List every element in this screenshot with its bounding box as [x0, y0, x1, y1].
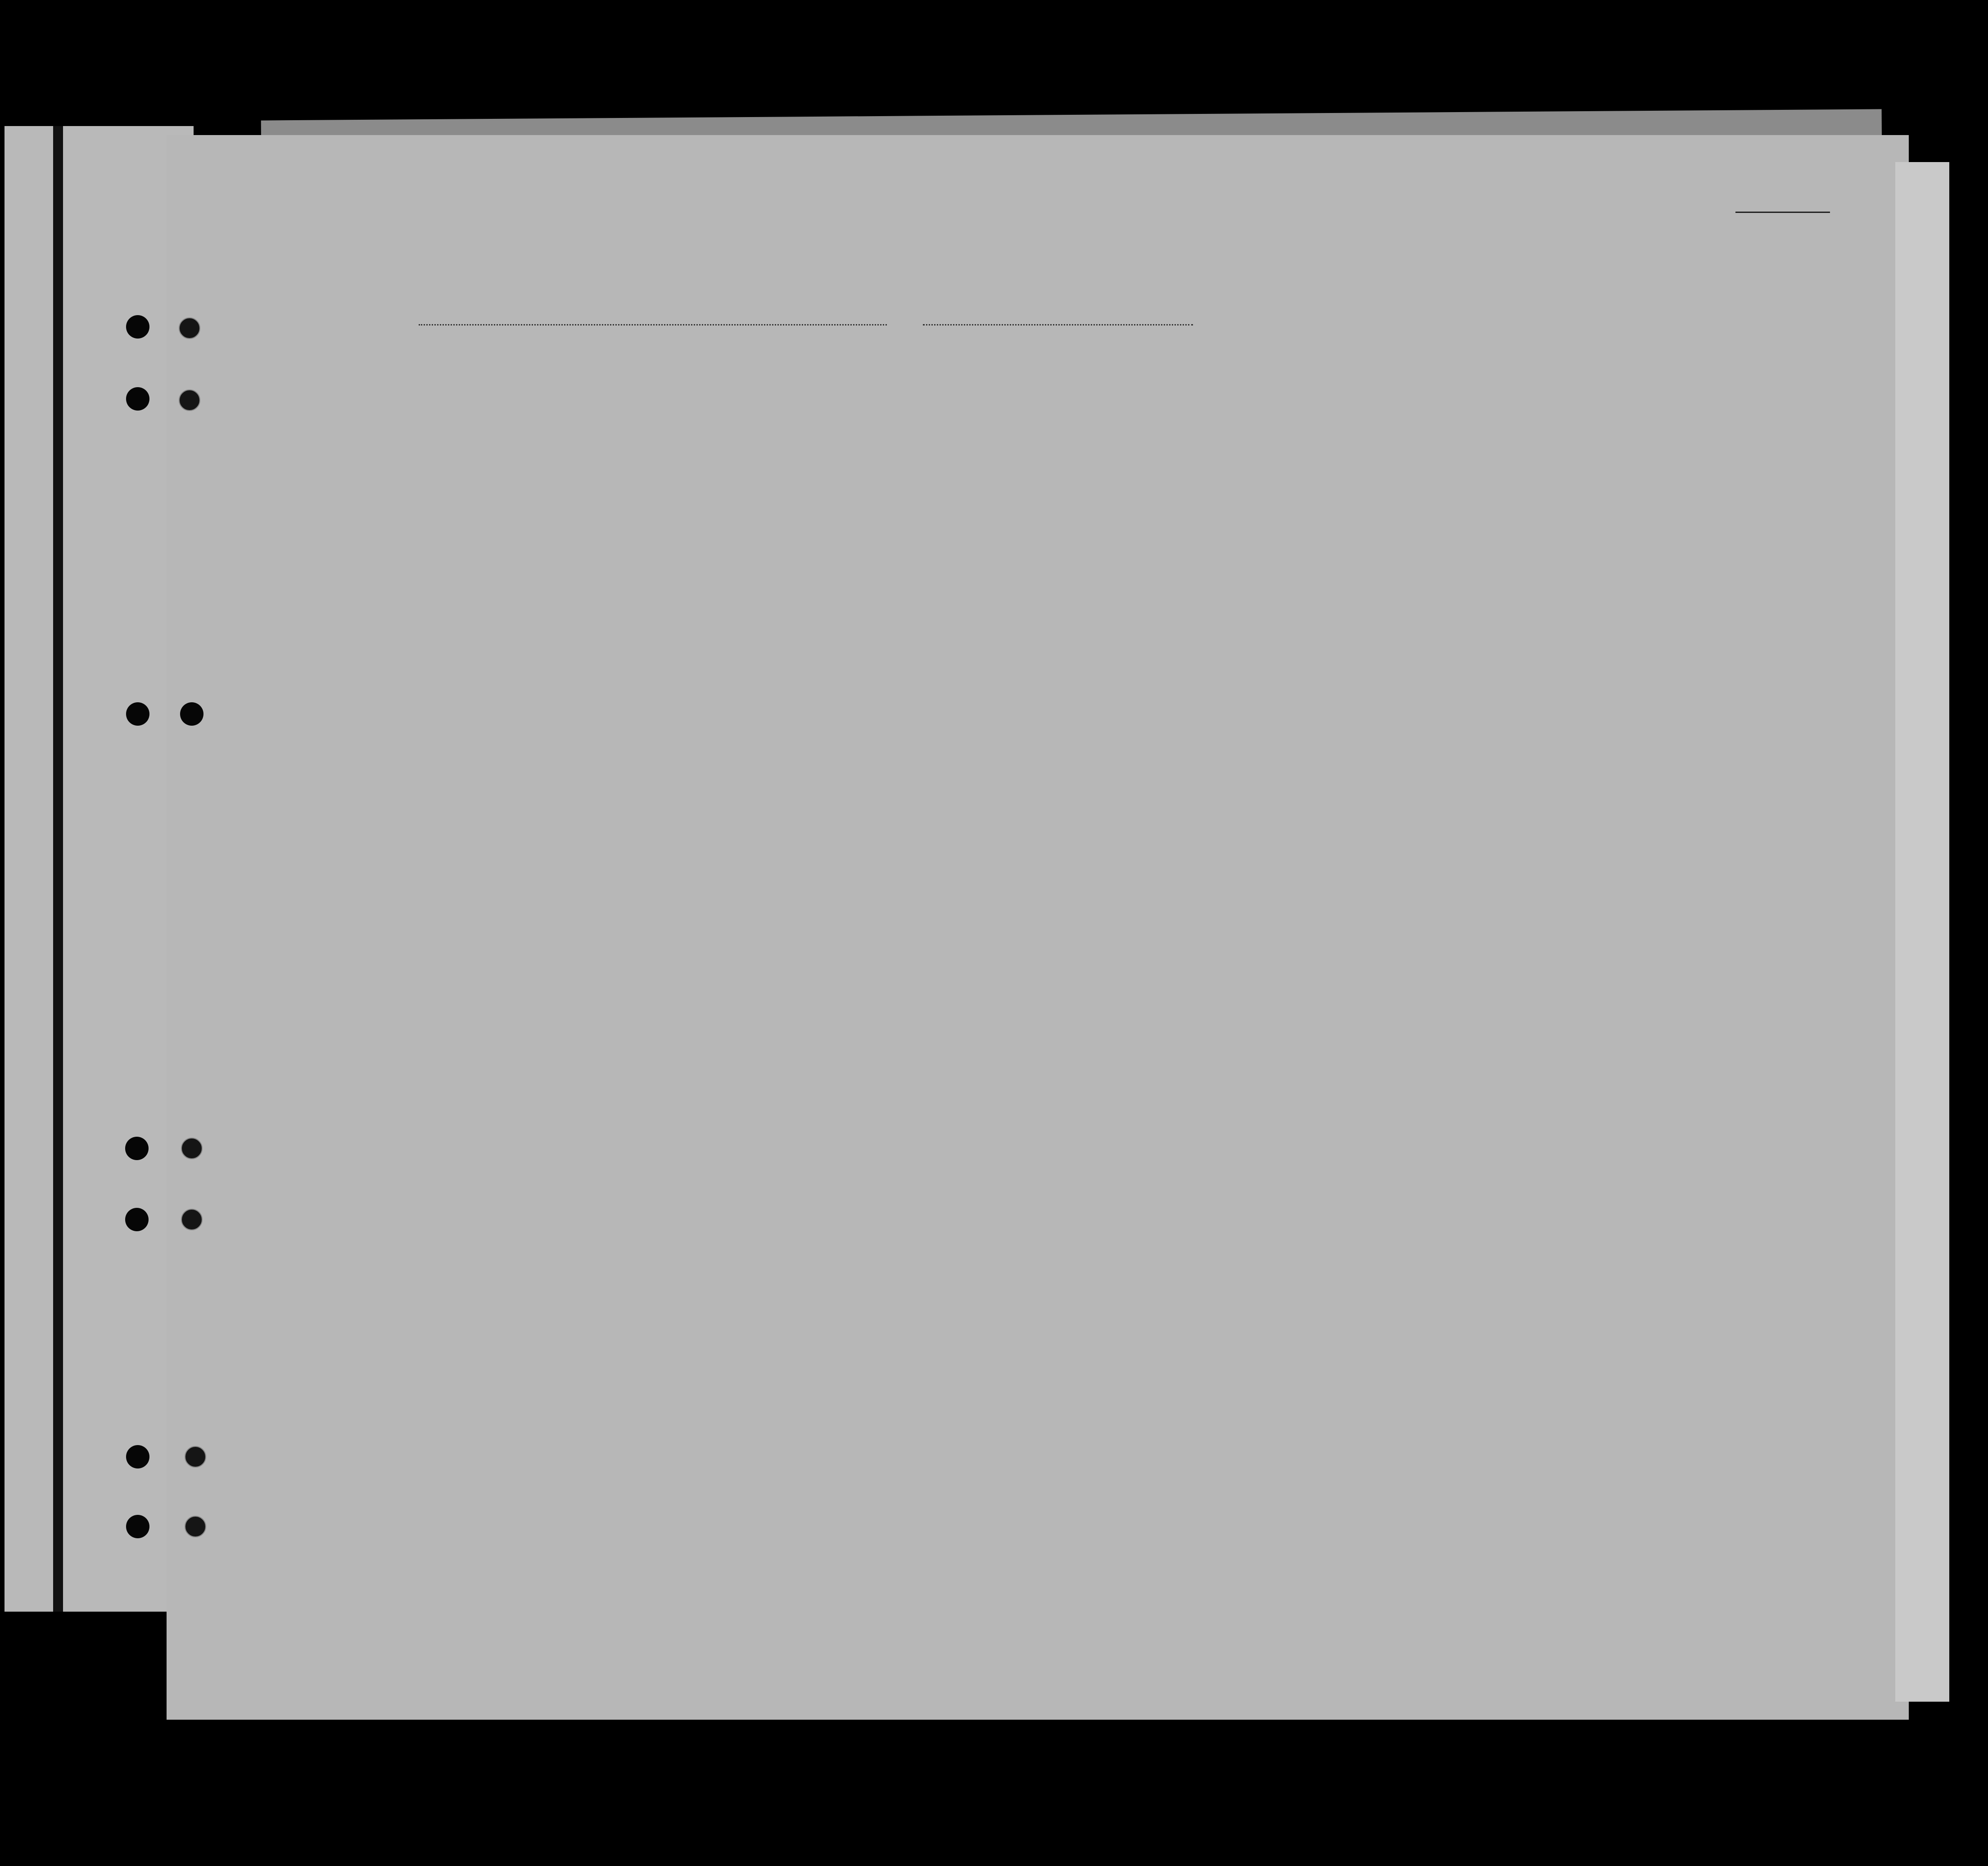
punch-hole	[185, 1446, 206, 1468]
punch-hole	[181, 1138, 203, 1159]
manifest-sheet	[167, 135, 1909, 1720]
punch-hole	[179, 389, 200, 411]
punch-hole	[125, 1137, 149, 1160]
left-page-edge	[5, 126, 194, 1612]
punch-hole	[125, 1208, 149, 1231]
punch-hole	[180, 702, 203, 726]
punch-hole	[181, 1209, 203, 1230]
punch-hole	[185, 1516, 206, 1537]
punch-hole	[179, 317, 200, 339]
punch-hole	[126, 387, 149, 411]
binding-fold	[53, 126, 63, 1612]
punch-hole	[126, 702, 149, 726]
list-line	[1735, 212, 1830, 213]
punch-hole	[126, 1515, 149, 1538]
right-page-edge	[1895, 162, 1949, 1702]
punch-hole	[126, 1445, 149, 1468]
date-line	[923, 324, 1193, 325]
punch-hole	[126, 315, 149, 339]
port-line	[419, 324, 887, 325]
